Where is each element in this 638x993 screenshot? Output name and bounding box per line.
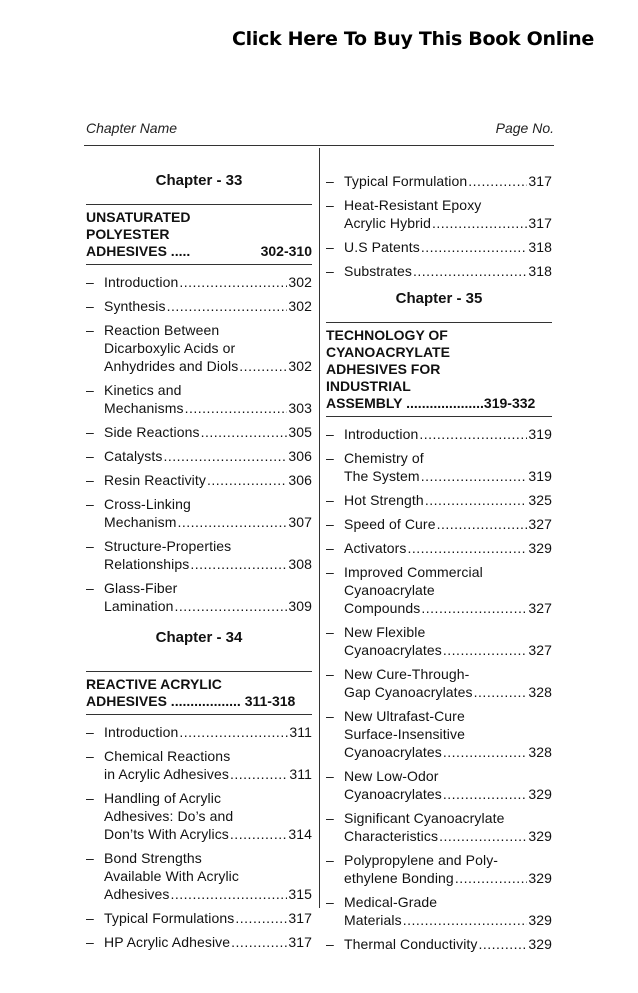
entry-title: Side Reactions [104,424,200,440]
toc-entry [86,909,312,927]
entry-dash: – [326,666,334,682]
page-no-heading: Page No. [495,120,554,136]
entry-page-number: 311 [289,724,312,740]
toc-entry [326,935,552,953]
entry-last-line [104,555,312,573]
entry-last-line [104,399,312,417]
toc-entry [326,515,552,533]
entry-title: ethylene Bonding [344,870,454,886]
entry-page-number: 302 [288,274,312,290]
chapter-33-items [86,273,312,615]
entry-dash: – [326,936,334,952]
entry-title: Gap Cyanoacrylates [344,684,473,700]
entry-dash: – [326,624,334,640]
entry-dash: – [326,450,334,466]
entry-dash: – [86,790,94,806]
entry-last-line [104,357,312,375]
dot-leader [177,513,287,531]
entry-title-line: Cyanoacrylate [344,582,435,598]
entry-last-line [104,765,312,783]
entry-title: Resin Reactivity [104,472,206,488]
entry-last-line [344,425,552,443]
entry-page-number: 329 [528,786,552,802]
entry-page-number: 314 [288,826,312,842]
left-column [86,172,312,957]
entry-dash: – [326,852,334,868]
entry-dash: – [86,496,94,512]
entry-last-line [344,827,552,845]
entry-title-line: Significant Cyanoacrylate [344,810,505,826]
entry-dash: – [326,426,334,442]
entry-title-line: Medical-Grade [344,894,438,910]
dot-leader [474,683,528,701]
entry-title: Acrylic Hybrid [344,215,431,231]
entry-dash: – [326,540,334,556]
entry-page-number: 308 [288,556,312,572]
entry-last-line [344,599,552,617]
entry-page-number: 329 [528,936,552,952]
entry-title-line: Dicarboxylic Acids or [104,340,236,356]
entry-dash: – [326,516,334,532]
toc-entry [86,471,312,489]
entry-title: The System [344,468,420,484]
entry-title: Characteristics [344,828,439,844]
entry-dash: – [86,724,94,740]
entry-dash: – [86,472,94,488]
toc-entry [326,707,552,761]
entry-last-line [344,262,552,280]
entry-page-number: 325 [528,492,552,508]
entry-title-line: Kinetics and [104,382,182,398]
entry-last-line [104,909,312,927]
entry-last-line [104,825,312,843]
entry-page-number: 306 [288,448,312,464]
entry-title-line: Improved Commercial [344,564,483,580]
dot-leader [479,935,528,953]
entry-page-number: 328 [528,744,552,760]
toc-entry [326,563,552,617]
dot-leader [455,869,528,887]
column-divider [319,148,320,908]
entry-page-number: 317 [528,173,552,189]
entry-last-line [344,172,552,190]
entry-last-line [344,539,552,557]
entry-dash: – [326,810,334,826]
chapter-33-title [86,204,312,265]
entry-title: Relationships [104,556,190,572]
chapter-35-title-line: CYANOACRYLATE [326,344,450,360]
entry-dash: – [86,448,94,464]
toc-entry [326,809,552,845]
toc-entry [86,447,312,465]
entry-dash: – [326,708,334,724]
entry-last-line [344,515,552,533]
entry-page-number: 327 [528,642,552,658]
chapter-33-page-range: 302-310 [260,243,312,259]
dot-leader [230,765,288,783]
entry-dash: – [326,894,334,910]
chapter-35-items [326,425,552,953]
entry-title: U.S Patents [344,239,420,255]
chapter-34-title [86,671,312,715]
dot-leader [167,297,288,315]
entry-last-line [104,423,312,441]
entry-dash: – [326,492,334,508]
dot-leader [207,471,287,489]
toc-entry [326,893,552,929]
entry-dash: – [86,424,94,440]
chapter-33-title-text: ADHESIVES ..... [86,243,191,259]
toc-entry [86,423,312,441]
entry-title: Synthesis [104,298,166,314]
entry-dash: – [86,538,94,554]
chapter-35-title-last: ASSEMBLY ....................319-332 [326,395,536,411]
dot-leader [439,827,527,845]
toc-entry [86,321,312,375]
entry-title: Cyanoacrylates [344,642,442,658]
entry-page-number: 317 [288,934,312,950]
dot-leader [190,555,287,573]
chapter-35-title-line: TECHNOLOGY OF [326,327,448,343]
entry-title-line: Cross-Linking [104,496,191,512]
dot-leader [163,447,287,465]
entry-last-line [344,214,552,232]
chapter-35-heading: Chapter - 35 [395,290,483,307]
toc-entry [86,723,312,741]
dot-leader [421,599,527,617]
entry-title: Adhesives [104,886,170,902]
entry-last-line [104,513,312,531]
entry-dash: – [326,564,334,580]
entry-page-number: 327 [528,600,552,616]
entry-title: Typical Formulations [104,910,235,926]
toc-entry [86,747,312,783]
entry-title: Introduction [344,426,419,442]
chapter-34-title-last: ADHESIVES .................. 311-318 [86,693,296,709]
entry-title: Substrates [344,263,412,279]
toc-entry [326,196,552,232]
toc-entry [326,238,552,256]
dot-leader [201,423,288,441]
entry-title: Materials [344,912,402,928]
entry-page-number: 318 [528,239,552,255]
toc-entry [326,851,552,887]
toc-entry [86,789,312,843]
entry-page-number: 302 [288,298,312,314]
chapter-33-title-line: POLYESTER [86,226,170,242]
entry-title-line: Glass-Fiber [104,580,178,596]
entry-page-number: 309 [288,598,312,614]
toc-entry [326,767,552,803]
entry-page-number: 307 [288,514,312,530]
chapter-34-title-line: REACTIVE ACRYLIC [86,676,222,692]
toc-entry [326,449,552,485]
entry-last-line [344,869,552,887]
chapter-34-continued-items [326,172,552,280]
entry-title-line: Handling of Acrylic [104,790,222,806]
toc-entry [86,495,312,531]
entry-title: Anhydrides and Diols [104,358,239,374]
dot-leader [468,172,527,190]
entry-title-line: Heat-Resistant Epoxy [344,197,482,213]
entry-title: Hot Strength [344,492,424,508]
entry-page-number: 317 [528,215,552,231]
chapter-33-heading: Chapter - 33 [155,172,243,189]
entry-last-line [344,641,552,659]
toc-entry [86,933,312,951]
entry-last-line [104,885,312,903]
toc-entry [86,297,312,315]
entry-title: HP Acrylic Adhesive [104,934,231,950]
entry-page-number: 318 [528,263,552,279]
entry-dash: – [86,910,94,926]
entry-page-number: 329 [528,912,552,928]
chapter-34-heading: Chapter - 34 [155,629,243,646]
toc-entry [326,491,552,509]
buy-book-link[interactable]: Click Here To Buy This Book Online [232,28,594,50]
entry-page-number: 315 [288,886,312,902]
entry-page-number: 327 [528,516,552,532]
entry-last-line [104,723,312,741]
toc-entry [326,665,552,701]
dot-leader [235,909,287,927]
entry-dash: – [326,197,334,213]
dot-leader [425,491,528,509]
dot-leader [443,785,527,803]
dot-leader [179,273,287,291]
entry-page-number: 305 [288,424,312,440]
entry-title: Introduction [104,724,179,740]
entry-dash: – [326,263,334,279]
entry-last-line [344,743,552,761]
entry-title-line: Reaction Between [104,322,220,338]
entry-title: Compounds [344,600,421,616]
chapter-35-title-line: ADHESIVES FOR [326,361,441,377]
entry-dash: – [86,322,94,338]
entry-title-line: New Cure-Through- [344,666,470,682]
right-column [326,172,552,959]
entry-page-number: 319 [528,426,552,442]
toc-entry [86,537,312,573]
entry-title-line: Bond Strengths [104,850,202,866]
dot-leader [407,539,527,557]
entry-title: Typical Formulation [344,173,468,189]
entry-page-number: 303 [288,400,312,416]
entry-dash: – [326,239,334,255]
entry-last-line [344,935,552,953]
dot-leader [239,357,287,375]
dot-leader [437,515,528,533]
dot-leader [171,885,288,903]
entry-last-line [104,273,312,291]
entry-title: Speed of Cure [344,516,436,532]
dot-leader [413,262,527,280]
entry-title-line: Structure-Properties [104,538,232,554]
entry-last-line [344,238,552,256]
entry-title: Don’ts With Acrylics [104,826,229,842]
entry-page-number: 329 [528,870,552,886]
dot-leader [421,467,528,485]
chapter-34-items [86,723,312,951]
entry-last-line [344,785,552,803]
entry-dash: – [86,934,94,950]
entry-last-line [344,491,552,509]
entry-dash: – [86,748,94,764]
entry-page-number: 329 [528,540,552,556]
entry-dash: – [326,768,334,784]
entry-dash: – [86,580,94,596]
entry-page-number: 317 [288,910,312,926]
chapter-35-title [326,322,552,417]
dot-leader [432,214,527,232]
dot-leader [175,597,288,615]
dot-leader [230,825,287,843]
entry-last-line [104,297,312,315]
dot-leader [231,933,287,951]
entry-title: Introduction [104,274,179,290]
entry-title-line: New Ultrafast-Cure [344,708,465,724]
entry-dash: – [86,274,94,290]
toc-entry [86,849,312,903]
entry-title-line: Surface-Insensitive [344,726,465,742]
entry-title: Lamination [104,598,174,614]
entry-page-number: 306 [288,472,312,488]
entry-title: Mechanism [104,514,177,530]
entry-last-line [104,447,312,465]
entry-dash: – [86,382,94,398]
entry-last-line [104,597,312,615]
chapter-33-title-last [86,243,312,260]
entry-title-line: Chemical Reactions [104,748,231,764]
chapter-name-heading: Chapter Name [86,120,178,136]
entry-page-number: 311 [289,766,312,782]
toc-entry [326,262,552,280]
entry-page-number: 319 [528,468,552,484]
dot-leader [419,425,527,443]
entry-last-line [344,911,552,929]
entry-last-line [104,471,312,489]
entry-title-line: Adhesives: Do’s and [104,808,234,824]
entry-dash: – [326,173,334,189]
entry-title: in Acrylic Adhesives [104,766,229,782]
dot-leader [443,743,527,761]
toc-entry [326,172,552,190]
entry-page-number: 328 [528,684,552,700]
toc-entry [86,381,312,417]
dot-leader [403,911,528,929]
entry-title-line: New Flexible [344,624,426,640]
entry-last-line [344,683,552,701]
entry-title: Thermal Conductivity [344,936,478,952]
entry-page-number: 302 [288,358,312,374]
dot-leader [179,723,288,741]
entry-title-line: Polypropylene and Poly- [344,852,499,868]
entry-page-number: 329 [528,828,552,844]
toc-entry [86,579,312,615]
entry-title: Catalysts [104,448,163,464]
entry-dash: – [86,850,94,866]
dot-leader [443,641,527,659]
toc-entry [326,539,552,557]
entry-last-line [104,933,312,951]
toc-entry [326,623,552,659]
chapter-35-title-line: INDUSTRIAL [326,378,411,394]
entry-title: Mechanisms [104,400,184,416]
entry-title-line: New Low-Odor [344,768,439,784]
entry-title: Activators [344,540,407,556]
toc-entry [326,425,552,443]
entry-title-line: Available With Acrylic [104,868,239,884]
entry-dash: – [86,298,94,314]
dot-leader [185,399,288,417]
entry-title-line: Chemistry of [344,450,424,466]
toc-header [84,118,554,140]
entry-last-line [344,467,552,485]
chapter-33-title-line: UNSATURATED [86,209,191,225]
entry-title: Cyanoacrylates [344,786,442,802]
entry-title: Cyanoacrylates [344,744,442,760]
dot-leader [421,238,528,256]
toc-entry [86,273,312,291]
header-rule [84,145,554,146]
